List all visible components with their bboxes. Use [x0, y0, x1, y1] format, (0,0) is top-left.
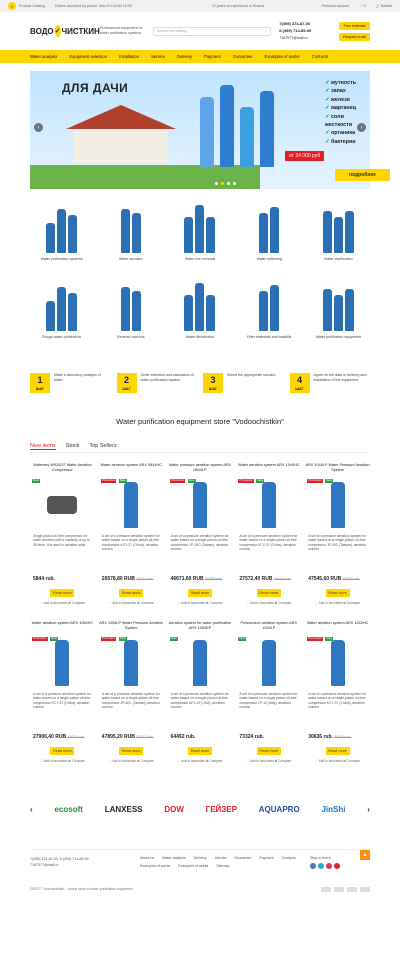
category-card[interactable]: [238, 281, 301, 347]
product-photo: [193, 482, 207, 528]
card-actions: ♡ Add to favourites ⇄ Compare: [246, 759, 292, 764]
product-grid: [30, 463, 370, 769]
read-more-button[interactable]: Read more: [257, 589, 281, 598]
house-image: [66, 105, 176, 163]
check-icon: ✓: [325, 88, 332, 95]
benefit-label: железо: [331, 96, 350, 103]
hero-price: от 24 000 руб: [285, 151, 324, 161]
basket-link[interactable]: 🛒 Basket: [375, 4, 392, 8]
category-label: Reverse osmosis: [117, 335, 145, 339]
step-item: [290, 373, 371, 393]
category-card[interactable]: [238, 203, 301, 269]
footer-link[interactable]: Guarantee: [234, 856, 252, 860]
search-input[interactable]: [153, 27, 271, 36]
footer-link[interactable]: Contacts: [281, 856, 296, 860]
product-description: A set of a pressure aeration system for water based on a single-piston oil-free compressor KCY-37 (China), aeration column: [101, 534, 160, 552]
compare-link[interactable]: Compare: [71, 759, 85, 764]
price-value: 73324 rub.: [239, 734, 265, 740]
header: [0, 12, 400, 50]
product-name[interactable]: Water aeration system ARX 1044HC: [238, 463, 300, 467]
product-price: [30, 576, 95, 583]
footer-link[interactable]: Sitemap: [216, 864, 230, 868]
read-more-button[interactable]: Read more: [257, 747, 281, 756]
product-name[interactable]: Pressurized aeration system ARX 1054LP: [240, 621, 298, 630]
product-card: [30, 463, 95, 611]
step-item: [30, 373, 111, 393]
add-favourite-link[interactable]: Add to favourites: [249, 601, 274, 606]
nav-item[interactable]: Water analysis: [30, 54, 58, 59]
read-more-button[interactable]: Read more: [119, 747, 143, 756]
step-word: ШАГ: [122, 386, 131, 391]
card-actions: ♡ Add to favourites ⇄ Compare: [108, 759, 154, 764]
read-more-button[interactable]: Read more: [188, 589, 212, 598]
step-number: [117, 373, 137, 393]
category-card[interactable]: [30, 203, 93, 269]
nav-item[interactable]: Examples of works: [264, 54, 300, 59]
product-name[interactable]: Waterstry W925/37 Water Aeration Compressor: [33, 463, 92, 472]
category-grid: [30, 203, 370, 347]
category-card[interactable]: [168, 281, 231, 347]
footer-link[interactable]: Articles: [214, 856, 227, 860]
product-photo: [262, 640, 276, 686]
compare-link[interactable]: Compare: [140, 601, 154, 606]
read-more-button[interactable]: Read more: [119, 589, 143, 598]
product-photo: [124, 640, 138, 686]
tab-1[interactable]: Stock: [65, 443, 80, 449]
compare-link[interactable]: Compare: [347, 601, 361, 606]
product-price: [99, 576, 164, 583]
category-label: Water disinfection: [185, 335, 215, 339]
category-image: [176, 203, 223, 253]
filter-tanks-image: [200, 85, 274, 167]
product-description: A set of a pressure aeration system for water based on a single-piston oil-free compressor JP-40C (Taiwan), aeration column: [308, 534, 367, 552]
check-icon: ✓: [325, 105, 332, 112]
nav-item[interactable]: Contacts: [311, 54, 329, 59]
new-badge: New: [326, 478, 333, 482]
category-image: [107, 203, 154, 253]
price-value: 27906,40 RUB: [33, 734, 67, 740]
slider-prev-icon[interactable]: ‹: [34, 123, 43, 132]
price-value: 26578,80 RUB: [101, 576, 135, 582]
promo-badge: Promotion: [308, 478, 322, 482]
brand-logo[interactable]: DOW: [164, 804, 184, 814]
logo-text-a: ВОДО: [30, 26, 54, 36]
add-favourite-link[interactable]: Add to favourites: [43, 601, 68, 606]
benefit-item: [325, 138, 370, 146]
product-name[interactable]: Water aeration system ARX 0844HC: [100, 463, 162, 467]
product-image[interactable]: [99, 637, 164, 689]
request-call-button[interactable]: Request a call: [339, 33, 370, 41]
favourites-label: 0: [363, 4, 366, 8]
step-text: Make a laboratory analysis of water: [54, 373, 101, 383]
years-info: 12 years of experience in Russia: [211, 4, 264, 8]
product-photo: [331, 482, 345, 528]
product-name[interactable]: Water aeration system ARX 1252HC: [306, 621, 369, 625]
tagline: Professional equipment for water purification systems: [100, 25, 143, 35]
phone-2[interactable]: 8 (499) 714-85-99: [279, 27, 312, 33]
category-card[interactable]: [30, 281, 93, 347]
footer-link[interactable]: Examples of works: [178, 864, 209, 868]
nav-item[interactable]: Equipment selection: [69, 54, 108, 59]
category-card[interactable]: [307, 281, 370, 347]
category-image: [107, 281, 154, 331]
card-actions: ♡ Add to favourites ⇄ Compare: [315, 759, 361, 764]
new-badge: New: [170, 636, 177, 640]
old-price: 53217 rub.: [136, 735, 154, 739]
benefit-label: марганец: [331, 105, 357, 112]
product-price: [99, 734, 164, 741]
price-value: 27572,40 RUB: [239, 576, 273, 582]
product-image[interactable]: [305, 479, 370, 531]
step-number: [290, 373, 310, 393]
price-value: 47545,60 RUB: [308, 576, 342, 582]
category-image: [176, 281, 223, 331]
footer-link[interactable]: Payment: [259, 856, 274, 860]
card-actions: ♡ Add to favourites ⇄ Compare: [39, 601, 85, 606]
old-price: 29531 rub.: [136, 577, 154, 581]
product-card: [168, 463, 233, 611]
step-number: [203, 373, 223, 393]
step-number: [30, 373, 50, 393]
product-price: [236, 576, 301, 583]
product-name[interactable]: Water aeration system ARX 1054HC: [31, 621, 94, 625]
benefit-label: бактерии: [331, 138, 356, 145]
benefits-list: [325, 79, 370, 146]
price-value: 46671,60 RUB: [170, 576, 204, 582]
footer-link[interactable]: Examples of works: [140, 864, 171, 868]
read-more-button[interactable]: Read more: [50, 589, 74, 598]
category-card[interactable]: [99, 203, 162, 269]
old-price: 30636 rub.: [273, 577, 292, 581]
product-description: A set of a pressure aeration system for water based on a single-piston oil-free compressor KCY-37 (China), aeration column: [33, 692, 92, 710]
product-price: [305, 734, 370, 741]
brand-logo[interactable]: ГЕЙЗЕР: [205, 804, 237, 814]
step-num: 2: [123, 375, 129, 386]
search-placeholder: Search the catalog: [157, 29, 187, 33]
category-image: [315, 281, 362, 331]
store-title: Water purification equipment store "Vodoochistkin": [116, 417, 284, 426]
brand-logo[interactable]: JinShi: [321, 804, 346, 814]
product-price: [168, 734, 233, 741]
copyright: 2023 © "Vodoochistkin" - online store of water purification equipment: [30, 887, 133, 891]
step-item: [117, 373, 198, 393]
promo-badge: Promotion: [170, 478, 185, 482]
scroll-up-icon[interactable]: ▲: [360, 850, 370, 860]
add-favourite-link[interactable]: Add to favourites: [249, 759, 274, 764]
product-image[interactable]: [168, 479, 233, 531]
social-icons[interactable]: [310, 863, 370, 869]
old-price: 34040 rub.: [334, 735, 352, 739]
benefit-label: соли жесткости: [325, 113, 353, 128]
category-image: [38, 203, 85, 253]
check-icon: ✓: [325, 80, 332, 86]
promo-badge: Promotion: [239, 478, 254, 482]
check-icon: ✓: [325, 96, 332, 103]
step-text: Agree on the date of delivery and installation of the equipment: [313, 373, 367, 383]
brands-prev-icon[interactable]: ‹: [30, 804, 33, 814]
benefit-item: [325, 79, 370, 87]
promo-badge: Promotion: [101, 636, 116, 640]
product-name[interactable]: ARX 1044LP Water Pressure Aeration System: [305, 463, 370, 472]
product-image[interactable]: [168, 637, 233, 689]
product-image[interactable]: [236, 637, 301, 689]
nav-item[interactable]: Delivery: [177, 54, 193, 59]
product-description: A set of a pressure aeration system for water based on a single-piston oil-free compressor JP-40C (Taiwan), aeration column: [101, 692, 160, 710]
product-card: [236, 621, 301, 769]
price-value: 5844 rub.: [33, 576, 55, 582]
brands-strip: [30, 795, 370, 823]
brand-logo[interactable]: ecosoft: [54, 804, 83, 814]
water-drop-icon: ✓: [55, 25, 61, 37]
add-favourite-link[interactable]: Add to favourites: [43, 759, 68, 764]
card-actions: ♡ Add to favourites ⇄ Compare: [315, 601, 361, 606]
product-card: [236, 463, 301, 611]
nav-item[interactable]: Installation: [119, 54, 140, 59]
product-card: [30, 621, 95, 769]
favourites-count[interactable]: ♡ 0: [359, 4, 366, 8]
footer-link[interactable]: Water analysis: [162, 856, 186, 860]
product-price: [30, 734, 95, 741]
category-image: [246, 281, 293, 331]
orders-info: Orders accepted by phone: Mon-Fri 10:00-18:00: [54, 4, 132, 8]
promo-badge: Promotion: [101, 478, 116, 482]
hero-more-button[interactable]: подробнее: [335, 169, 390, 181]
product-description: Single-piston oil-free compressor for water aeration with a capacity of up to 35 l/min. It is used in aeration units: [33, 534, 90, 547]
product-photo: [262, 482, 276, 528]
old-price: 52828 rub.: [342, 577, 360, 581]
card-actions: ♡ Add to favourites ⇄ Compare: [108, 601, 154, 606]
category-card[interactable]: [168, 203, 231, 269]
card-actions: ♡ Add to favourites ⇄ Compare: [246, 601, 292, 606]
product-photo: [55, 640, 69, 686]
new-badge: New: [51, 636, 58, 640]
email[interactable]: 7187577@mail.ru: [279, 35, 308, 40]
read-more-button[interactable]: Read more: [326, 589, 350, 598]
category-label: Water purification systems: [40, 257, 83, 261]
tab-2[interactable]: Top Sellers: [89, 443, 117, 449]
hero-title: ДЛЯ ДАЧИ: [62, 81, 129, 95]
benefit-label: запах: [331, 88, 346, 95]
compare-link[interactable]: Compare: [209, 601, 223, 606]
product-photo: [193, 640, 207, 686]
footer: [30, 849, 370, 869]
card-actions: ♡ Add to favourites ⇄ Compare: [177, 759, 223, 764]
free-estimate-button[interactable]: Free estimate: [339, 22, 370, 30]
compare-link[interactable]: Compare: [347, 759, 361, 764]
product-description: A set of a pressure aeration system for water based on a single-piston oil-free compressor KCY-37 (China), aeration column: [239, 534, 298, 552]
product-card: [305, 463, 370, 611]
step-num: 1: [37, 375, 43, 386]
product-card: [99, 463, 164, 611]
nav-item[interactable]: Guarantee: [232, 54, 253, 59]
product-description: A set of a pressure aeration system for water based on a single-piston oil-free compressor LP-12 (Italy), aeration column: [239, 692, 298, 710]
footer-phones[interactable]: 7(495) 374-87-00, 8 (499) 714-85-99: [30, 857, 89, 861]
new-badge: New: [188, 478, 195, 482]
new-badge: New: [119, 636, 126, 640]
footer-email[interactable]: 7187577@mail.ru: [30, 863, 59, 868]
product-photo: [47, 496, 77, 514]
product-price: [305, 576, 370, 583]
steps: [30, 373, 370, 393]
brand-logo[interactable]: AQUAPRO: [258, 804, 300, 814]
product-card: [99, 621, 164, 769]
catalog-label: Product Catalog: [19, 4, 45, 8]
add-favourite-link[interactable]: Add to favourites: [112, 601, 137, 606]
logo-text-b: ЧИСТКИН: [61, 26, 100, 36]
add-favourite-link[interactable]: Add to favourites: [318, 759, 343, 764]
category-label: Water softening: [256, 257, 282, 261]
step-num: 4: [296, 375, 302, 386]
benefit-label: мутность: [331, 80, 357, 86]
product-photo: [124, 482, 138, 528]
product-card: [168, 621, 233, 769]
compare-link[interactable]: Compare: [71, 601, 85, 606]
new-badge: New: [33, 478, 40, 482]
step-word: ШАГ: [208, 386, 218, 391]
account-link[interactable]: Personal account: [321, 4, 350, 8]
promo-badge: Promotion: [33, 636, 47, 640]
new-badge: New: [326, 636, 333, 640]
add-favourite-link[interactable]: Add to favourites: [112, 759, 137, 764]
category-image: [38, 281, 85, 331]
product-image[interactable]: [236, 479, 301, 531]
compare-link[interactable]: Compare: [278, 759, 292, 764]
footer-link[interactable]: Delivery: [193, 856, 207, 860]
category-label: Water iron removal: [184, 257, 216, 261]
product-image[interactable]: [30, 479, 95, 531]
logo[interactable]: [30, 25, 100, 37]
step-text: Select the appropriate solution: [227, 373, 276, 377]
footer-link[interactable]: About us: [140, 856, 155, 860]
product-name[interactable]: Water pressure aeration system ARX 0844LP: [168, 463, 232, 472]
add-favourite-link[interactable]: Add to favourites: [318, 601, 343, 606]
card-actions: ♡ Add to favourites ⇄ Compare: [177, 601, 223, 606]
product-price: [168, 576, 233, 583]
product-tabs: [30, 443, 370, 453]
payment-icons: [321, 887, 370, 892]
bottom-bar: [30, 887, 370, 892]
category-label: Water purification equipment: [315, 335, 362, 339]
category-label: Water aeration: [119, 257, 143, 261]
main-nav: [0, 50, 400, 63]
new-badge: New: [257, 478, 264, 482]
step-item: [203, 373, 284, 393]
category-label: Rough water purification: [42, 335, 81, 339]
phone-1[interactable]: 7(495) 374-87-00: [279, 21, 311, 27]
new-badge: New: [239, 636, 246, 640]
step-word: ШАГ: [295, 386, 304, 391]
category-card[interactable]: [99, 281, 162, 347]
promo-badge: Promotion: [308, 636, 322, 640]
product-image[interactable]: [30, 637, 95, 689]
benefit-item: [325, 87, 370, 95]
price-value: 47895,20 RUB: [101, 734, 135, 740]
grass: [30, 165, 260, 189]
product-description: A set of a pressure aeration system for water based on a single-piston oil-free compressor AP2-22 (USA), aeration column: [170, 692, 229, 710]
price-value: 64492 rub.: [170, 734, 196, 740]
old-price: 31007 rub.: [67, 735, 85, 739]
search-icon[interactable]: ⌕: [265, 29, 268, 33]
basket-label: Basket: [381, 4, 392, 8]
old-price: 51858 rub.: [205, 577, 223, 581]
category-image: [246, 203, 293, 253]
topbar: [0, 0, 400, 12]
category-label: Water clarification: [324, 257, 353, 261]
benefit-label: органика: [331, 130, 356, 137]
product-card: [305, 621, 370, 769]
check-icon: ✓: [325, 113, 332, 120]
product-name[interactable]: ARX 1054LP Water Pressure Aeration System: [99, 621, 164, 630]
product-description: A set of a pressure aeration system for water based on a single-piston oil-free compressor KCY-37 (China), aeration column: [308, 692, 367, 710]
category-image: [315, 203, 362, 253]
contacts: [279, 21, 331, 41]
hero-banner[interactable]: [30, 71, 376, 189]
check-icon: ✓: [325, 130, 332, 137]
catalog-menu[interactable]: [8, 2, 45, 10]
product-description: A set of a pressure aeration system for water based on a single-piston oil-free compressor JP-40C (Taiwan), aeration column: [170, 534, 229, 552]
product-photo: [331, 640, 345, 686]
read-more-button[interactable]: Read more: [50, 747, 74, 756]
add-favourite-link[interactable]: Add to favourites: [181, 601, 205, 606]
step-word: ШАГ: [35, 386, 45, 391]
price-value: 30636 rub.: [308, 734, 333, 740]
product-image[interactable]: [99, 479, 164, 531]
tab-0[interactable]: New items: [30, 443, 56, 449]
menu-icon: ≡: [8, 2, 16, 10]
compare-link[interactable]: Compare: [140, 759, 154, 764]
slider-dots[interactable]: [215, 182, 236, 185]
brands-next-icon[interactable]: ›: [367, 804, 370, 814]
slider-next-icon[interactable]: ›: [357, 123, 366, 132]
step-num: 3: [210, 375, 216, 386]
read-more-button[interactable]: Read more: [188, 747, 212, 756]
category-card[interactable]: [307, 203, 370, 269]
read-more-button[interactable]: Read more: [326, 747, 350, 756]
benefit-item: [325, 96, 370, 104]
new-badge: New: [119, 478, 126, 482]
check-icon: ✓: [325, 138, 332, 145]
compare-link[interactable]: Compare: [209, 759, 223, 764]
compare-link[interactable]: Compare: [278, 601, 292, 606]
card-actions: ♡ Add to favourites ⇄ Compare: [39, 759, 85, 764]
add-favourite-link[interactable]: Add to favourites: [181, 759, 205, 764]
benefit-item: [325, 104, 370, 112]
nav-item[interactable]: Service: [151, 54, 166, 59]
product-name[interactable]: Aeration system for water purification ARX 1054EP: [168, 621, 232, 630]
brand-logo[interactable]: LANXESS: [104, 804, 143, 814]
footer-links: [140, 856, 300, 869]
stay-in-touch: Stay in touch: [310, 856, 331, 860]
category-label: Filter materials and backfills: [247, 335, 292, 339]
product-price: [236, 734, 301, 741]
nav-item[interactable]: Payment: [204, 54, 221, 59]
product-image[interactable]: [305, 637, 370, 689]
step-text: Order selection and calculation of water purification system: [140, 373, 194, 383]
